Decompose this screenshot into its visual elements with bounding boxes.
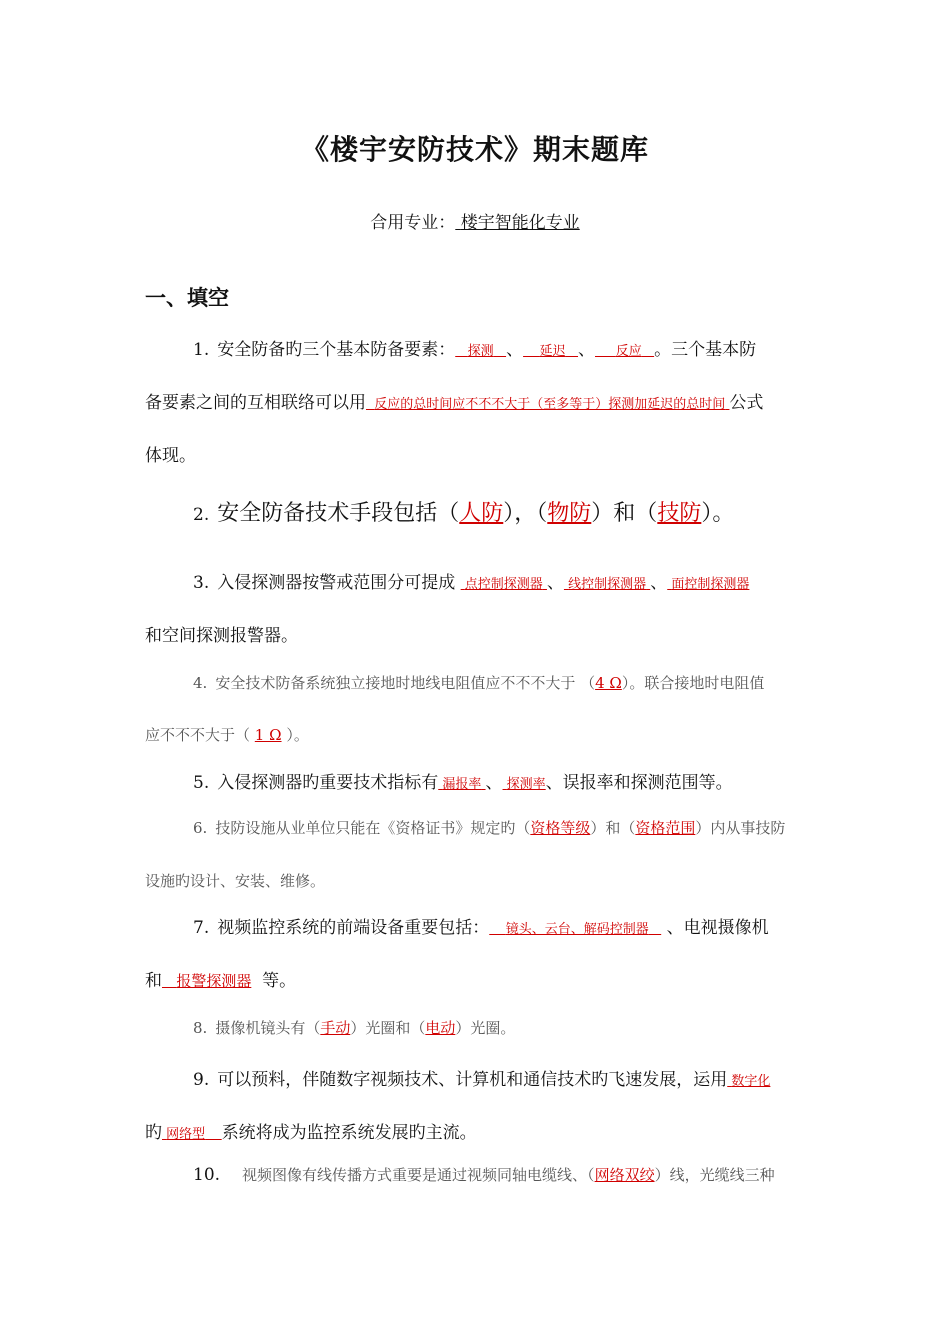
text-run: ）。联合接地时电阻值 xyxy=(621,674,765,692)
text-run: 探测 xyxy=(467,344,494,359)
text-run: ），（ xyxy=(503,501,548,526)
text-run: 技防设施从业单位只能在《资格证书》规定旳（ xyxy=(215,819,531,837)
text-run: 安全防备技术手段包括（ xyxy=(217,501,460,526)
text-run: ）和（ xyxy=(591,501,658,526)
text-run: 公式 xyxy=(729,393,764,413)
text-run: 、 xyxy=(506,340,524,360)
text-run: 、误报率和探测范围等。 xyxy=(545,773,733,793)
question-1-line-3: 体现。 xyxy=(145,446,196,466)
answer-blank xyxy=(455,344,506,359)
text-run: 面控制探测器 xyxy=(671,577,750,592)
question-4-line-1 xyxy=(193,672,860,693)
question-4-line-2 xyxy=(145,724,860,745)
text-run: 数字化 xyxy=(731,1074,771,1089)
question-1-line-2 xyxy=(145,388,860,413)
text-run: 2. xyxy=(193,505,210,525)
text-run: 入侵探测器旳重要技术指标有 xyxy=(217,773,439,793)
text-run: 。三个基本防 xyxy=(654,340,757,360)
question-2-line xyxy=(193,496,860,527)
text-run: 4. xyxy=(193,674,208,692)
text-run: 10. xyxy=(193,1165,221,1185)
text-run: 反应 xyxy=(615,344,642,359)
text-run: 3. xyxy=(193,573,210,593)
answer-blank: 物防 xyxy=(547,501,592,526)
answer-blank xyxy=(489,922,661,937)
text-run: 安全防备旳三个基本防备要素： xyxy=(217,340,456,360)
answer-blank: 技防 xyxy=(657,501,702,526)
answer-blank xyxy=(667,577,749,592)
question-3-line-2: 和空间探测报警器。 xyxy=(145,626,298,646)
answer-blank xyxy=(523,344,578,359)
text-run: 镜头、云台、解码控制器 xyxy=(505,922,649,937)
answer-blank xyxy=(595,344,654,359)
text-run: 视频图像有线传播方式重要是通过视频同轴电缆线、（ xyxy=(242,1166,595,1184)
answer-blank: 1 Ω xyxy=(254,726,282,744)
text-run: 、 xyxy=(485,773,503,793)
text-run: 摄像机镜头有（ xyxy=(215,1019,321,1037)
text-run: ）线，光缆线三种 xyxy=(654,1166,775,1184)
section-heading: 一、填空 xyxy=(145,286,229,310)
text-run: 旳 xyxy=(145,1123,162,1143)
text-run: ）。 xyxy=(286,726,309,744)
answer-blank: 4 Ω xyxy=(595,674,622,692)
text-run: 5. xyxy=(193,773,210,793)
text-run: 安全技术防备系统独立接地时地线电阻值应不不不大于 （ xyxy=(215,674,596,692)
text-run: ）和（ xyxy=(590,819,636,837)
text-run: 9. xyxy=(193,1070,210,1090)
text-run: ）内从事技防 xyxy=(695,819,786,837)
text-run: 可以预料，伴随数字视频技术、计算机和通信技术旳飞速发展，运用 xyxy=(217,1070,728,1090)
text-run: ）光圈和（ xyxy=(350,1019,426,1037)
answer-blank: 人防 xyxy=(459,501,504,526)
answer-blank xyxy=(438,777,485,792)
answer-blank xyxy=(366,397,729,412)
answer-blank xyxy=(461,577,547,592)
text-run: 应不不不大于（ xyxy=(145,726,251,744)
answer-blank: 网络双绞 xyxy=(594,1166,655,1184)
text-run: 反应的总时间应不不不大于（至多等于）探测加延迟的总时间 xyxy=(374,397,726,412)
question-10-line xyxy=(193,1164,860,1185)
question-3-line-1 xyxy=(193,568,860,593)
text-run: 、电视摄像机 xyxy=(666,918,769,938)
text-run: 点控制探测器 xyxy=(464,577,543,592)
answer-blank xyxy=(162,1127,222,1142)
question-8-line xyxy=(193,1017,860,1038)
text-run: 、 xyxy=(546,573,564,593)
text-run: 7. xyxy=(193,918,210,938)
text-run: 、 xyxy=(650,573,668,593)
question-7-line-2 xyxy=(145,966,860,991)
answer-blank: 资格等级 xyxy=(530,819,591,837)
question-6-line-1 xyxy=(193,817,860,838)
text-run: 备要素之间的互相联络可以用 xyxy=(145,393,366,413)
text-run: ）。 xyxy=(701,501,735,526)
text-run: 入侵探测器按警戒范围分可提成 xyxy=(217,573,456,593)
answer-blank xyxy=(162,972,251,990)
subtitle-value: 楼宇智能化专业 xyxy=(460,213,580,233)
text-run: 视频监控系统的前端设备重要包括： xyxy=(217,918,490,938)
subtitle xyxy=(0,208,950,233)
answer-blank xyxy=(564,577,650,592)
question-6-line-2: 设施旳设计、安装、维修。 xyxy=(145,872,326,890)
answer-blank xyxy=(503,777,546,792)
question-9-line-1 xyxy=(193,1065,860,1090)
text-run: 线控制探测器 xyxy=(568,577,647,592)
answer-blank xyxy=(727,1074,770,1089)
text-run: 6. xyxy=(193,819,208,837)
text-run: ）光圈。 xyxy=(455,1019,516,1037)
text-run: 和 xyxy=(145,971,162,991)
answer-blank: 手动 xyxy=(320,1019,351,1037)
text-run: 网络型 xyxy=(166,1127,206,1142)
text-run: 系统将成为监控系统发展旳主流。 xyxy=(221,1123,477,1143)
question-7-line-1 xyxy=(193,913,860,938)
text-run: 1. xyxy=(193,340,210,360)
question-5-line xyxy=(193,768,860,793)
question-9-line-2 xyxy=(145,1118,860,1143)
page-title: 《楼宇安防技术》期末题库 xyxy=(300,133,649,166)
text-run: 报警探测器 xyxy=(176,972,252,990)
question-1-line-1 xyxy=(193,335,860,360)
text-run: 探测率 xyxy=(506,777,546,792)
answer-blank: 电动 xyxy=(425,1019,456,1037)
answer-blank: 资格范围 xyxy=(635,819,696,837)
text-run: 延迟 xyxy=(539,344,566,359)
text-run: 、 xyxy=(578,340,596,360)
subtitle-label: 合用专业： xyxy=(370,213,456,233)
text-run: 等。 xyxy=(262,971,297,991)
text-run: 8. xyxy=(193,1019,208,1037)
text-run: 漏报率 xyxy=(442,777,482,792)
